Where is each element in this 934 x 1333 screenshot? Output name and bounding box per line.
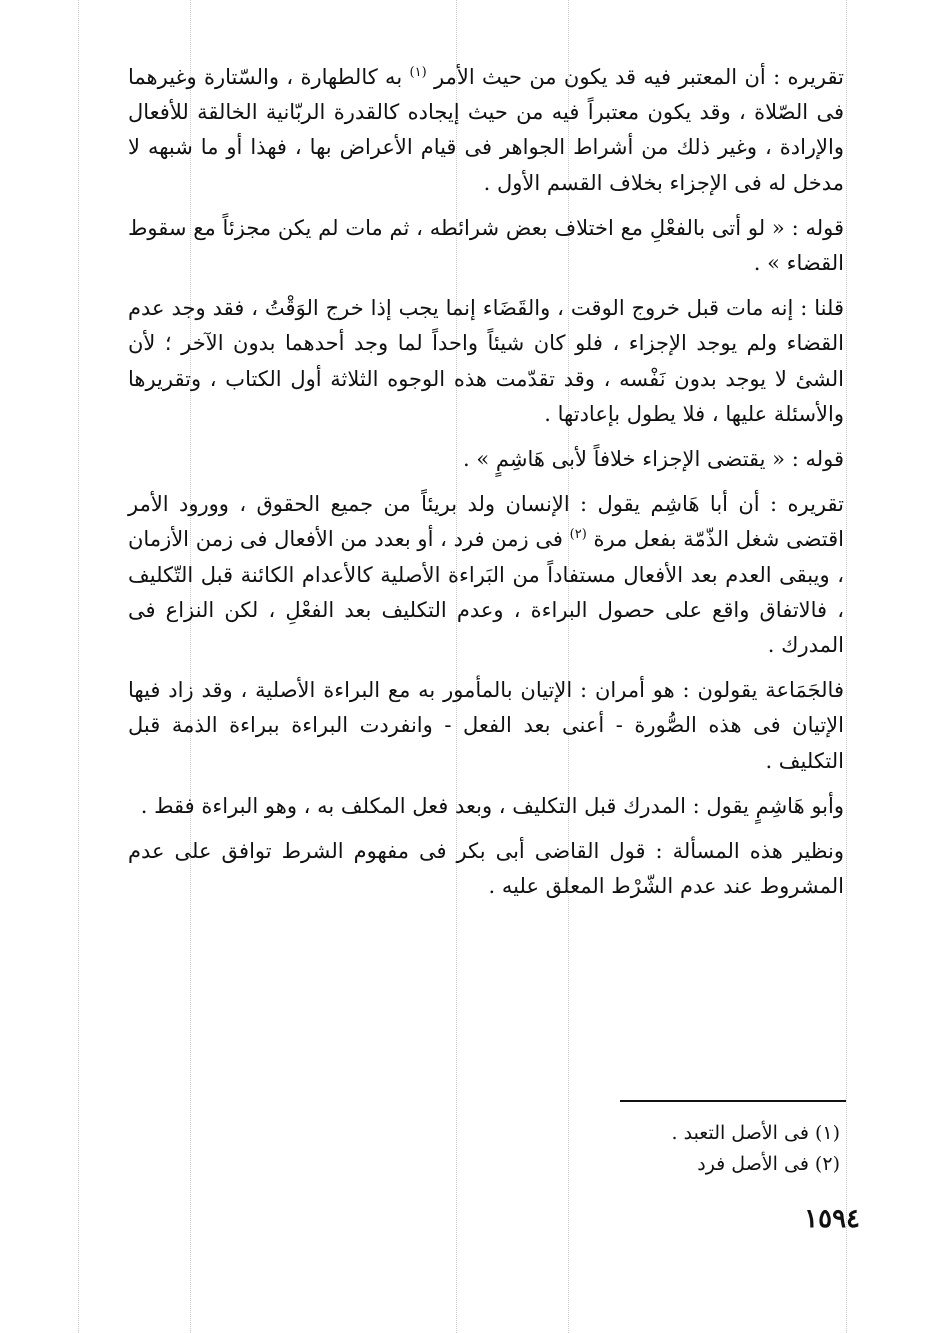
footnote-ref-1: (١) <box>409 65 427 80</box>
footnotes <box>560 1118 840 1180</box>
text-body <box>128 60 844 914</box>
footnote-divider <box>620 1100 846 1102</box>
paragraph-4: قوله : « يقتضى الإجزاء خلافاً لأبى هَاشِمٍ » . <box>463 447 844 472</box>
paragraph-5: تقريره : أن أبا هَاشِم يقول : الإنسان ولد بريئاً من جميع الحقوق ، وورود الأمر اقتضى شغل الذّمّة بفعل مرة $^{(٢)}$ فى زمن فرد ، أو بعدد من الأفعال فى زمن الأزمان ، ويبقى العدم بعد الأفعال مستفاداً من البَراءة الأصلية كالأعدام الكائنة قبل التّكليف ، فالاتفاق واقع على حصول البراءة ، وعدم التكليف بعد الفعْلِ ، لكن النزاع فى المدرك . <box>128 492 844 658</box>
footnote-ref-2: (٢) <box>569 527 587 543</box>
paragraph-7: وأبو هَاشِمٍ يقول : المدرك قبل التكليف ، وبعد فعل المكلف به ، وهو البراءة فقط . <box>140 793 844 818</box>
footnote-1: (١) فى الأصل التعبد . <box>671 1122 840 1144</box>
paragraph-8: ونظير هذه المسألة : قول القاضى أبى بكر فى مفهوم الشرط توافق على عدم المشروط عند عدم الشّرْط المعلق عليه . <box>128 839 844 899</box>
paragraph-3: قلنا : إنه مات قبل خروج الوقت ، والقَضَاء إنما يجب إذا خرج الوَقْتُ ، فقد وجد عدم القضاء ولم يوجد الإجزاء ، فلو كان شيئاً واحداً لما وجد أحدهما بدون الآخر ؛ لأن الشئ لا يوجد بدون نَفْسه ، وقد تقدّمت هذه الوجوه الثلاثة أول الكتاب ، وتقريرها والأسئلة عليها ، فلا يطول بإعادتها . <box>128 296 844 426</box>
page-number: ١٥٩٤ <box>804 1204 860 1234</box>
paragraph-1: تقريره : أن المعتبر فيه قد يكون من حيث الأمر $^{(١)}$ به كالطهارة ، والسّتارة وغيرهما فى الصّلاة ، وقد يكون معتبراً فيه من حيث إيجاده كالقدرة الربّانية الخالقة للأفعال والإرادة ، وغير ذلك من أشراط الجواهر فى قيام الأعراض بها ، فهذا أو ما شبهه لا مدخل له فى الإجزاء بخلاف القسم الأول . <box>128 65 844 195</box>
paragraph-6: فالجَمَاعة يقولون : هو أمران : الإتيان بالمأمور به مع البراءة الأصلية ، وقد زاد فيها الإتيان فى هذه الصُّورة - أعنى بعد الفعل - وانفردت البراءة ببراءة الذمة قبل التكليف . <box>128 678 844 773</box>
paragraph-2: قوله : « لو أتى بالفعْلِ مع اختلاف بعض شرائطه ، ثم مات لم يكن مجزئاً مع سقوط القضاء » . <box>128 215 844 276</box>
footnote-2: (٢) فى الأصل فرد <box>697 1153 840 1175</box>
